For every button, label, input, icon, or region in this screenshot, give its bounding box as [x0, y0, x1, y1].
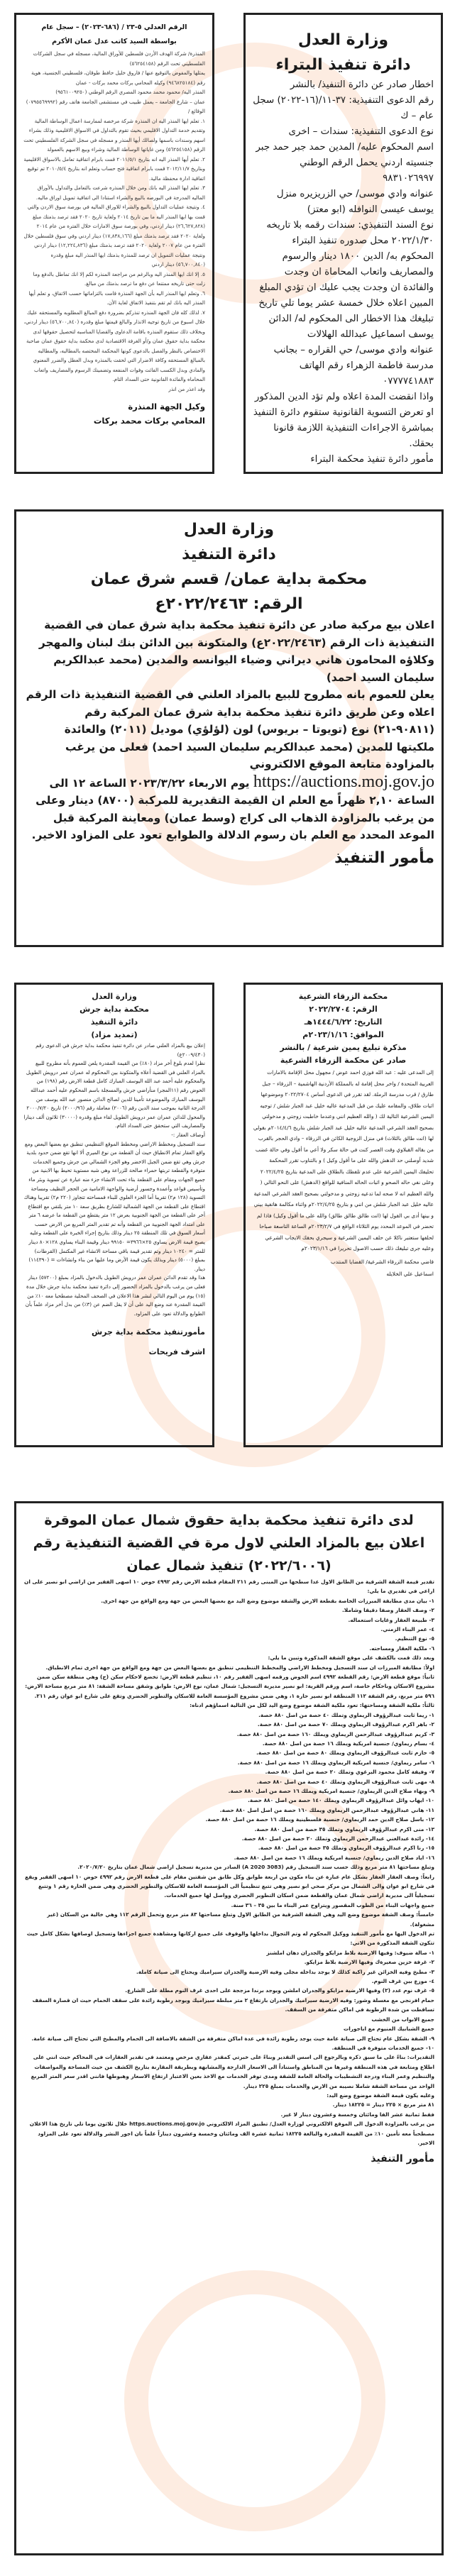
notice-line: عنوانه وادي موسى/ حي الزريزيره منزل يوسف عيسى النوافله (ابو معتز) — [276, 189, 434, 215]
paragraph: الوقائع / — [187, 108, 205, 114]
room-item: حمام افرنجي مع مغسلة وشور: وفيه الارضية سيراميك والجدران بارتفاع ٢ متر مبلطة سيراميك ويوجد رطوبة زائدة على سقف الحمام حيث ان قصارة السقف تساقطت من شدة الرطوبة في اماكن متفرقة من السقف. — [32, 1996, 434, 2013]
owner-item: ٨- مهى ثابت عبدالرؤوف الريماوي وتملك ٤٠ حصة من اصل ٨٨٠ حصة. — [256, 1778, 434, 1785]
paragraph: التقديرات: بناءً على ما سبق ذكره وبالرجوع الى اسس التقدير وبناءً على خبرتي كمقدر عقاري مرخص ومعتمد في تقدير العقارات في المحاكم حيث انني على اطلاع ومتابعة في هذه المنطقة وغيرها من المناطق واستناداً الى الاسعار الدارجة والمشابهة وبطريقة المقارنة بتاريخ الكشف من حيث المساحة والمواصفات والتنظيم وعمر البناء ودرجة التشطيبات والحالة العامة للشقة ومدى توفر الخدمات مع الاخذ بعين الاعتبار ارتفاع الاسعار وهبوطها فانني اقدر سعر المتر المربع الواحد من مساحة الشقة شاملا نصيبه من الارض والخدمات بمبلغ ٢٢٥ دينار. — [31, 2054, 434, 2089]
paragraph: سند التسجيل ومخطط الاراضي ومخطط الموقع التنظيمي تنطبق مع بعضها البعض ومع واقع العقار تمام الانطباق حيث أن القطعة من نوع الميري ألا انها تقع ضمن حدود بلدية جرش وهي تقع ضمن الجبل الاخضر وهو الجزء الشمالي من جرش وجميع الخدمات متوفرة والقطعة تربتها حمراء صالحة للزراعة وهي شبه مستوية تحيط بها الابنية من جميع الجهات ومقام على القطعة بناء تحت الانشاء جزء منه عبارة عن تسوية وبئر ماء وتأسيس قواعد وأعمدة وجسور أرضية والواجهة الامامية من الحجر النظيف ومساحة التسوية (١٢٨ م٢) تقريبا أما الجزء العلوي للبناء فمساحته تتجاوز (٢٢٠ م٢) تقريبا وهناك اقتطاع على القطعة من الجهة الشمالية للشارع بطريق سعة ١٠ متر يلتقي مع اقتطاع أخر على القطعة من الجهة الجنوبية بعرض ١٢ متر يقتطع من القطعة ما عرضه ٦ متر على امتداد الجهة الجنوبية من القطعة وأنه تم تقدير المتر المربع من الارض حسب أسعار السوق في تلك المنطقة ٢٥ دينار وذلك بتاريخ إجراء الخبرة على القطعة وعليه يصبح قيمة الارض يساوي ٢٥×٣٩٦٦= ٩٩١٥٠ دينار وقيمة البناء يساوي ١٢٨×٨٠ دينار للمتر = ١٠٢٤٠ دينار وتم تقدير قيمة باقي مساحة الانشاء غير المكتمل (القرطات) بمبلغ (٥٠٠٠) دينار وبذلك يكون قيمة الأرض وما عليها من بناء وانشاءات = (١١٤٣٩٠) دينار. — [23, 1140, 205, 1272]
signature: مأمورتنفيذ محكمة بداية جرش — [91, 1327, 205, 1337]
paragraph: يعلن للعموم بانه مطروح للبيع بالمزاد العلني في القضية التنفيذية ذات الرقم اعلاه وعن طريق دائرة تنفيذ محكمة بداية شرق عمان المركبة رقم (٩٠٨١١-٢١) نوع (تويوتا – بريوس) لون (لؤلؤي) موديل (٢٠١١) والعائدة ملكيتها للمدين (محمد عبدالكريم سليمان السيد احمد) فعلى من يرغب بالمزاودة متابعة الموقع الالكتروني — [26, 688, 434, 770]
paragraph: يوم الاربعاء ٢٠٢٣/٣/٢٢ الساعة ١٢ الى الساعة ٢,١٠ ظهراً مع العلم ان القيمة التقديرية للمركبة (٨٧٠٠) دينار وعلى من يرغب بالمزاودة الذهاب الى كراج (وسط عمان) ومعاينة المركبة قبل الموعد المحدد مع العلم بان رسوم الدلالة والطوابع تعود على المزاود الاخير. — [31, 776, 434, 841]
notice-heading: الرقم العدلي ٥-٢٣ / (٦٨٦-٢٠٢٣) – سجل عام — [41, 23, 187, 31]
paragraph: نظرا لعدم بلوغ أخر مزاد (٨٠٪) من القيمة المقدرة يلعن للعموم بأنه مطروح للبيع بالمزاد العلني في القضية أعلاه والمتكونة بين المحكوم له عمران عمر درويش الطويل والمحكوم عليه أحمد عبد الله اليوسف المبارك كامل قطعة الارض رقم (١٩٨) من الحوض رقم (١١المجر) منأراضي جرش والمسجلة باسم المحكوم عليه أحمد عبدالله اليوسف المبارك والموضوعة تأمينا للدين لصالح الدائن منصور عبد الله يوسف من الدرجة الثانية بموجب سند الدين رقم (٢٠٠٦) معاملة رقم (٢٠٠٠/٩٦) تاريخ ٢٠٠٠/٧/٢٠ والمحول للدائن عمران عمر درويش الطويل لقاء مبلغ وقدره (٣٠٠٠٠) ثلاثون ألف دينارا والمصاريف التي ستحقق حتى السداد التام. — [23, 1060, 205, 1129]
paragraph: ١. تعلم ايها المنذر اليه ان المنذره شركة مرخصه لممارسة اعمال الوساطة المالية وتقديم خدمة التداول الاقليمي بحيث تقوم بالتداول في الاسواق الاقليمية وذلك بشراء اسهم وسندات باسمها ولصالك أيها المنذر و مسجله في سجل الشركة الفلسطيني تحت الرقم (٥٦٢٥٤١٥٨) ومن غاياتها الوساطة المالية وشراء وبيع الاسهم بالعمولة — [23, 117, 205, 153]
notice-north-amman-apartment-auction — [14, 1501, 444, 2555]
paragraph: جميع واجهات البناء من الطوب المقصور ويتراوح عمر البناء ما بين ٣٥ – ٣٦ سنة. — [231, 1901, 434, 1908]
paragraph: المنذر اليه/ محمود محمد محمود المصري الرقم الوطني (٩٥٦١٠٠٩٢٥٠) — [55, 89, 205, 95]
owner-item: ١٦- اياد صلاح الدين ريماوي/ جنسية امريكية ويملك ١٦ حصة من اصل ٨٨٠ حصة. — [234, 1854, 434, 1861]
notice-line: عنوانه وادي موسى/ حي القراره – بجانب مدرسة فاطمة الزهراء رقم الهاتف ٠٧٧٧٧٤١٨٨٣ — [273, 345, 434, 387]
value-calculation: ٨١ متر مربع × ٢٢٥ دينار = ١٨٢٢٥ دينار. — [332, 2101, 434, 2108]
owner-item: ١٣- منى اكرم عبدالرؤوف الريماوي وتملك ٣٥ حصة من اصل ٨٨٠ حصة. — [254, 1825, 434, 1833]
list-item: ٥- نوع التنظيم. — [395, 1635, 434, 1642]
date-gregorian: الموافق: ٢٠٢٣/١/١٦م — [302, 1030, 384, 1039]
notice-subtitle: (تمديد مزاد) — [91, 1030, 138, 1039]
room-item: ١٠- جميع الخدمات متوفرة في المنطقة. — [331, 2044, 434, 2051]
date-hijri: التاريخ: ١٤٤٤/٦/٢٢هـ — [304, 1017, 383, 1027]
paragraph: وعليه يكون قيمة الشقة موضوع وضع اليد: — [327, 2091, 434, 2099]
list-item: ٢- وصف العقار وصفا دقيقا وشاملا. — [341, 1607, 434, 1614]
paragraph: وتبلغ مساحتها ٨١ متر مربع وذلك حسب سند التسجيل رقم (A 2020 3083) الصادر من مديرية تسجيل اراضي شمال عمان بتاريخ ٢٠٢٠/٧/٢٠. — [77, 1864, 434, 1871]
ministry-title: وزارة العدل — [297, 31, 389, 49]
paragraph: اولاً: مطابقة المبرزات ان سند التسجيل ومخطط الاراضي والمخطط التنظيمي تنطبق مع بعضها البعض من جهة ومع الواقع من جهة اخرى تمام الانطباق. — [45, 1664, 434, 1671]
notice-title: مذكرة تبليغ يمين شرعية / بالنشر — [280, 1043, 407, 1052]
owner-item: ٩- وبهاء صلاح الدين الريماوي/ جنسية امريكية ويملك ١٦ حصة من اصل ٨٨٠ حصة. — [228, 1787, 434, 1794]
value-in-words: فقط ثمانية عشر الفا ومائتان وخمسة وعشرون دينار لا غير. — [280, 2111, 434, 2118]
paragraph: ثانياً: موقع قطعة الارض: رقم القطعة ٤٩٩٢ اسم الحوض ورقمه اصهى الفقير رقم ١٠، تنظيم قطعة الارض: تخضع لاحكام سكن (ج) وهي منطقة سكن ضمن مشروع الاسكان وباحكام خاصة، اسم ورقم القرية: ابو نصير مديرية التسجيل: شمال عمان، نوع الارض: طوابق وشقق مساحة الشقة: ٨١ متر مربع مساحة الارض: ٥٩٦ متر مربع، رقم الشقة ١١٢ المنطقة ابو نصير حارة ١، وهي ضمن مشروع المؤسسة العامة للاسكان والتطوير الحضري وتقع على شارع ابو عوان رقم ٢١١. — [25, 1674, 434, 1699]
owner-item: ٣- كريم عبدالرؤوف عبدالرحمن الريماوي ويملك ١٦٠ حصة من اصل ٨٨٠ حصة. — [236, 1730, 434, 1737]
notice-heading: اعلان بيع بالمزاد العلني لاول مرة في القضية التنفيذية رقم — [33, 1535, 425, 1551]
owner-item: ١٥- رنا اكرم عبدالرؤوف الريماوي وتملك ٣٥ حصة من اصل ٨٨٠ حصة. — [258, 1845, 434, 1852]
owner-item: ٦- سامر ريماوي/ جنسية امريكية الريماوي ويملك ١٦ حصة من اصل ٨٨٠ حصة. — [237, 1759, 434, 1766]
court-title: محكمة بداية عمان/ قسم شرق عمان — [90, 570, 368, 588]
paragraph: عمان – شارع الجامعة – يعمل طبيب في مستشفى الجامعة هاتف رقم (٠٧٩٥٥٦٩٩٩٢) — [26, 98, 205, 105]
room-item: ٩- الشقة بشكل عام تحتاج الى صيانة عامة حيث يوجد رطوبة زائدة في عدة اماكن متفرقة من الشقة بالاضافة الى الحمام والمطبخ التي تحتاج الى صيانة عامة. — [31, 2035, 434, 2042]
paragraph: من يرغب بالمزاودة الدخول الى الموقع الالكتروني لوزارة العدل/ تطبيق المزاد الالكتروني https.auctions.moj.gov.jo خلال ثلاثون يوما تلي تاريخ هذا الاعلان مصطحباً معه تأمين ١٠٪ من القيمة المقدرة والبالغة ١٨٢٢٥ ثمانية عشرة الف ومائتان وخمسة وعشرون ديناراً علماً بان اجور النشر والدلالة تعود على المزاود الاخير. — [29, 2121, 434, 2146]
notice-line: نوع الدعوى التنفيذية: سندات – اخرى — [288, 126, 434, 137]
department-title: دائرة التنفيذ — [182, 546, 276, 563]
room-item: ٥- غرف نوم عدد (٢) وفيها الارضية مزايكو والجدران املشن ويوجد برندا مزججة على احدى غرف النوم مطلة على الشارع. — [125, 1987, 434, 1994]
paragraph: ٣. تعلم ايها المنذر اليه بانك ومن خلال المنذره شرعت بالتعامل والتداول بالأوراق الماليه المدرجة في البورصه بالبيع والشراء استنادا الى اتفاقية تمويل اوراق ماليه. — [35, 184, 205, 201]
notice-jerash-auction — [14, 983, 214, 1447]
paragraph: وقد اعذر من انذر — [168, 385, 205, 392]
signature: وكيل الجهة المنذرة — [128, 402, 205, 411]
paragraph: ٦. وتعلم ايها المنذر اليه بأن الجهة المنذرة قامت بالتزاماتها حسب الاتفاق، و تعلم أيها المنذر اليه بانك لم تقم بتنفيذ الاتفاق لغاية الأن. — [28, 289, 205, 306]
notice-line: رقم الدعوى التنفيذية: ٣٧-١١/(١٦-٢٠٢٢) سجل عام – ك — [253, 95, 434, 121]
case-number: الرقم: ٢٠٢٢/٢٤٦٣ع — [155, 595, 303, 613]
paragraph: تم الدخول اليها مع مأمور التنفيذ ووكيل المحكوم له وتم التجوال بداخلها والوقوف على جميع اركانها ومشاهدة جميع اجزاءها وتسجيل اوصافها بشكل كامل حيث تتكون الشقة المذكورة من الاتي: — [26, 1930, 434, 1947]
paragraph: ٧. لذلك كله فان الجهة المنذره تنذركم بضرورة دفع المبالغ المطلوبه والمستحقه عليك خلال اسبوع من تاريخ توجيه الانذار والبالغ قيمتها مبلغ وقدره (٥٦,٧٠٠,٨٤٠) دينار اردني، وبخلاف ذلك ستقوم المنذره باقامة الدعاوى والقضايا المناسبه لتحصيل حقوقها لدى محكمة بداية حقوق عمان و/أو الغرفة الاقتصادية لدى محكمة بداية حقوق عمان صاحبة الاختصاص بالنظر والفصل بالدعوى كونها المحكمة المختصه بالمطالبه، والمطالبه بالمبالغ المستحقه وكافة الاضرار التي لحقت بالمنذره وبدل العطل والضرر المعنوي والمادي وبدل الكسب الفائت وفوات المنفعه وتضمينك الرسوم والمصاريف واتعاب المحاماه والفائدة القانونية حتى السداد التام. — [23, 309, 205, 382]
notice-line: واذا انقضت المدة اعلاه ولم تؤد الدين المذكور او تعرض التسوية القانونية ستقوم دائرة التنفيذ بمباشرة الاجراءات التنفيذية اللازمة قانونا بحقك. — [253, 392, 434, 449]
list-item: ٣- طبيعة العقار وغايات استعماله. — [348, 1616, 434, 1623]
paragraph: ٤. ونتيجة عمليات التداول بالبيع والشراء للاوراق الماليه في بورصة سوق الاردن والتي قمت بها ايها المنذر اليه ما بين تاريخ ٢٠١٤ ولغاية تاريخ ٢٠٢٠ فقد ترصد بذمتك مبلغ (٢٦,٦٢٧,٨٢٨) دينار اردني، وفي بورصة سوق الامارات خلال الفتره من عام ٢٠١٤ ولغاية ٢٠٢٠ فقد ترصد بذمتك مبلغ (١٧,٨٣٨,١٦٦) دينار اردني وفي سوق فلسطين خلال الفترة من عام ٢٠٠٧ ولغاية ٢٠٢٠ فقد ترصد بذمتك مبلغ (١٢,٢٢٤,٨٣٦) دينار اردني ونتيجة عمليات التمويل ان ترصد للمنذرة بذمتك ايها المنذر اليه مبلغ وقدره (٥٦,٧٠٠,٨٤٠) دينار اردني — [23, 204, 205, 267]
ministry-title: وزارة العدل — [183, 521, 275, 538]
notice-petra-execution — [243, 13, 443, 474]
room-item: جميع الشبابيك المنيوم مع اباجورات — [343, 2025, 434, 2033]
paragraph: تقدير قيمة الشقة الشرقية من الطابق الاول عدا سطحها من المبنى رقم ٢١١ المقام قطعة الارض رقم ٤٩٩٢ حوض ١٠ اصهى الفقير من اراضي ابو نصير على ان اراعي في تقديري ما يلي: — [24, 1579, 434, 1595]
list-item: ٦- ملكية العقار ومساحته. — [369, 1644, 434, 1652]
signature: اشرف فريحات — [148, 1347, 205, 1357]
notice-vehicle-auction — [14, 509, 444, 947]
paragraph: وبعد ذلك قمت بالكشف على موقع الشقة المذكورة وتبين ما يلي: — [268, 1654, 434, 1662]
room-item: ٤- موزع بين غرف النوم. — [371, 1978, 434, 1985]
signature: مأمور التنفيذ — [371, 2153, 434, 2165]
owner-item: ٢- باهر اكرم عبدالرؤوف الريماوي ويملك ٧٠ حصة من اصل ٨٨٠ حصة. — [257, 1721, 434, 1728]
room-item: ١- صالة ضيوف: وفيها الارضية بلاط مزايكو والجدران دهان املشنز — [266, 1949, 434, 1956]
room-item: جميع الابواب من الخشب — [371, 2016, 434, 2023]
paragraph: المنذرة/ شركة الهدف الأردن فلسطين للأوراق المالية، مسجله في سجل الشركات الفلسطيني تحت الرقم (٥٦٢٥٤١٥٨) — [33, 50, 205, 67]
owner-item: ١٠- ايهاب وائل عبدالرؤوف الريماوي ويملك ١٤٠ حصة من اصل ٨٨٠ حصة. — [248, 1797, 434, 1804]
signature: مأمور دائرة تنفيذ محكمة البتراء — [310, 454, 434, 465]
owner-item: ١- ريما ثابت عبدالرؤوف الريماوي وتملك ٤٠ حصة من اصل ٨٨٠ حصة. — [258, 1711, 434, 1718]
paragraph: يمثلها والمفوض بالتوقيع عنها / فاروق خليل حافظ طوقان، فلسطيني الجنسية، هوية رقم (٩٤٦٨٢٥١٨٤) وكيله المحامي بركات محمد بركات - عمان — [31, 70, 205, 86]
court-title: محكمة الزرقاء الشرعية — [298, 992, 388, 1001]
paragraph: ٥. إلا انك ايها المنذر اليه وبالرغم من مراجعة المنذره لكم إلا انك تماطل بالدفع وما زلت حتى تاريخه ممتنعا عن دفع ما ترصد بذمتك من مبالغ. — [33, 270, 205, 287]
section-label: أوصاف العقار :- — [171, 1131, 205, 1138]
signature: اسماعيل علي الخلايله — [386, 1271, 434, 1277]
list-item: ٤- عمر البناء الزمني. — [380, 1626, 434, 1633]
signature: قاضي محكمة الزرقاء الشرعية/ القضايا المنتدب — [330, 1258, 434, 1265]
owner-item: ١٤- رائدة عبدالغني عبدالرحمن الريماوي وتملك ٢٠ حصة من اصل ٨٨٠ حصة. — [241, 1835, 434, 1842]
notice-line: نوع السند التنفيذي: سندات رقمه بلا تاريخه ٢٠٢٢/١/٣٠ محل صدوره تنفيذ البتراء — [266, 220, 434, 246]
paragraph: ثالثاً: ملكية الشقة ومساحتها: تعود ملكية الشقة موضوع وضع اليد لكل من التالية اسماؤهم ادناه: — [190, 1702, 434, 1709]
department-title: دائرة التنفيذ — [90, 1017, 138, 1027]
room-item: ٣- مطبخ وفيه الخزائن غير راكبة كذلك لا يوجد بداخله مجلى وفيه الارضية والجدران سيراميك ويحتاج الى صيانة كاملة. — [136, 1968, 434, 1975]
ministry-title: وزارة العدل — [92, 992, 137, 1001]
list-item: ١- بيان مدى مطابقة المبرزات الخاصة بقطعة الارض والشقة موضوع وضع اليد مع بعضها البعض من جهة ومع الواقع من جهة اخرى. — [101, 1597, 434, 1604]
notice-heading: (٢٠٢٢/٦٠٠٦) تنفيذ شمال عمان — [126, 1558, 331, 1574]
notice-line: المحكوم به/ الدين ١٨٠٠ دينار والرسوم والمصاريف واتعاب المحاماة ان وجدت والفائدة ان وجدت يجب عليك ان تؤدي المبلغ المبين اعلاه خلال خمسة عشر يوما تلي تاريخ تبليغك هذا الاخطار الى المحكوم له/ الدائن يوسف اسماعيل عبدالله الهلالات — [258, 251, 434, 340]
signature: مأمور التنفيذ — [334, 848, 434, 867]
paragraph: رابعاً: وصف العقار العقار بشكل عام عبارة عن بناء مكون من اربعة طوابق وكل طابق من شقتين مقام على قطعة الارض رقم ٤٩٩٢ حوض ١٠ اصهى الفقير ويقع في شارع ابو عوان والى الشمال من مركز صحي ابو نصير وهي تتبع تنظيمياً الى المؤسسة العامة للاسكان والتطوير الحضري وهي ضمن الحارة رقم ١ وتتبع تسجيلياً الى مديرية اراضي شمال عمان والقطعة ضمن اسكان التطوير الحضري وواصل لها جميع الخدمات. — [25, 1873, 434, 1899]
notice-title: صادر عن محكمة الزرقاء الشرعية — [280, 1056, 407, 1065]
paragraph: إلى المدعى عليه : عبد الله فوزي احمد عوض / مجهول محل الإقامة بالامارات العربية المتحدة / واخر محل إقامة له بالمملكة الأردنية الهاشمية – الزرقاء – جبل طارق / قرب مدرسة الرملة. لقد تقرر في الدعوى أساس ٢٠٢٢/٢٧٠٤ وموضوعها اثبات طلاق، والمقامه عليك من قبل المدعية عاليه خليل عبد الجبار شلش / توجيه اليمين الشرعية التالية لك ( والله العظيم انني وعندما خاطبت زوجتي و مدخولتي بصحيح العقد الشرعي المدعية عاليه خليل عبد الجبار شلش بتاريخ ٢٠١٤/٤/٦م بقولي لها (انت طالق بالثلاث) في منزل الزوجية الكائن في الزرقاء – وادي الحجر بالقرب من بقاله القبلاوي وقت العصر كنت في حالة سكر ولا أعي ما أقول وفي حالة غضب شديد أوصلني حد الدهش والله على ما أقول وكيل ) و بالتناوب تقرر المحكمة تحليفك اليمين الشرعية على عدم تلفظك بالطلاق على المدعية بتاريخ ٢٠٢٢/٤/٢٥ وعلى نفي حاله الصحو و اثبات الحاله المنافية للواقع (الدهش) على النحو التالي ( والله العظيم انه لا صحه لما تدعيه زوجتي و مدخولتي بصحيح العقد الشرعي المدعية عاليه خليل عبد الجبار شلش من انني و بتاريخ ٢٠٢٢/٤/٢٥م واثناء مكالمة هاتفية بيني و بينها أدى بي القول لها (انت طالق طالق طالق) والله على ما أقول وكيل) فاذا لم تحضر في الموعد المحدد يوم الثلاثاء الواقع في ٢٠٢٣/٢/٧م الساعة التاسعة صباحا لحلفها ستعتبر ناكلا عن حلف اليمين الشرعية و سيجري بحقك الايجاب الشرعي وعليه جرى تبليغك ذلك حسب الاصول تحريرا في ٢٠٢٣/١/١٦م — [253, 1069, 434, 1251]
owner-item: ٥- حازم ثابت عبدالرؤوف الريماوي ويملك ٨٠ حصة من اصل ٨٨٠ حصة. — [256, 1749, 434, 1757]
owner-item: ١٢- باسل صلاح الدين حمد الريماوي/ جنسية فلسطينية ويملك ١٦ حصة من اصل ٨٨٠ حصة. — [205, 1816, 434, 1823]
signature: المحامي بركات محمد بركات — [93, 416, 205, 426]
notice-heading: بواسطة السيد كاتب عدل عمان الأكرم — [52, 38, 177, 45]
paragraph: خامساً: وصف الشقة موضوع وضع اليد وهي الشقة الشرقية من الطابق الاول وتبلغ مساحتها ٨٣ متر مربع وتحمل الرقم ١١٢ وهي خالية من السكان (غير مشغولة). — [47, 1911, 434, 1928]
paragraph: إعلان بيع بالمزاد العلني صادر عن دائرة تنفيذ محكمة بداية جرش في الدعوى رقم (٢٠٠٩/٤٣٠ع) — [35, 1042, 205, 1058]
case-number: الرقم: ٢٠٢٢/٢٧٠٤ — [309, 1005, 378, 1014]
paragraph: ٢. تعلم أيها المنذر اليه انه بتاريخ ٢٠١١/٥/١ قمت بابرام اتفاقية تعامل بالاسواق الاقليمية وبتاريخ ٢٠١٢/١١/٧ قمت بابرام اتفاقية فتح حساب وتعلم انه بتاريخ ٢٠١٠/٥/٤ تم توقيع اتفاقية ادارة محفظة مالية. — [23, 155, 205, 182]
court-title: محكمة بداية جرش — [80, 1005, 149, 1014]
paragraph: هذا وقد تقدم الدائن عمران عمر درويش الطويل بالدخول بالمزاد بمبلغ (٥٧٢٠٠) دينار فعلى من يرغب بالدخول بالمزاد الحضور إلى دائرة تنفيذ محكمة بداية جرش خلال مدة (١٥) يوم من اليوم التالي لنشر هذا الاعلان في الصحف المحلية مصطحبا معه ١٠٪ من القيمة المقدرة عند وضع اليد على أن لا يقل الضم عن (٣٪) من بدل أخر مزاد علماً بأن الطوابع والدلالة تعود على المزاود. — [25, 1274, 205, 1317]
paragraph: اعلان بيع مركبة صادر عن دائرة تنفيذ محكمة بداية شرق عمان في القضية التنفيذية ذات الرقم (٢٠٢٢/٢٤٦٣ع) والمتكونة بين الدائن بنك لبنان والمهجر وكلاؤه المحامون هاني ديراني وضياء اليوانسه والمدين (محمد عبدالكريم سليمان السيد احمد) — [38, 619, 434, 684]
room-item: ٢- غرفة خزين صغيرةك وفيها الارضية بلاط مزايكو. — [304, 1959, 434, 1966]
auction-url-link[interactable]: https://auctions.moj.gov.jo — [253, 772, 434, 791]
notice-line: اسم المحكوم عليه/ المدين حمد جبر حمد جبر جنسيته اردني يحمل الرقم الوطني ٩٨٣١٠٢٦٩٩٧ — [256, 142, 434, 184]
notice-legal-warning — [14, 13, 214, 474]
department-title: دائرة تنفيذ البتراء — [275, 56, 411, 74]
owner-item: ٧- وفيقة كامل محمود البرغوي وتملك ٢٠ حصة من اصل ٨٨٠ حصة. — [265, 1769, 434, 1776]
owner-item: ٤- بسام ريماوي/ جنسية امريكية ويملك ١٦ حصة من اصل ٨٨٠ حصة. — [262, 1740, 434, 1747]
notice-heading: لدى دائرة تنفيذ محكمة بداية حقوق شمال عمان الموقرة — [44, 1513, 414, 1528]
notice-zarqa-sharia-court — [243, 983, 443, 1447]
notice-line: اخطار صادر عن دائرة التنفيذ/ بالنشر — [290, 79, 434, 90]
owner-item: ١١- هاني عبدالرؤوف عبدالرحمن الريماوي ويملك ١٦٠ حصة من اصل اصل ٨٨٠ حصة. — [219, 1806, 434, 1813]
